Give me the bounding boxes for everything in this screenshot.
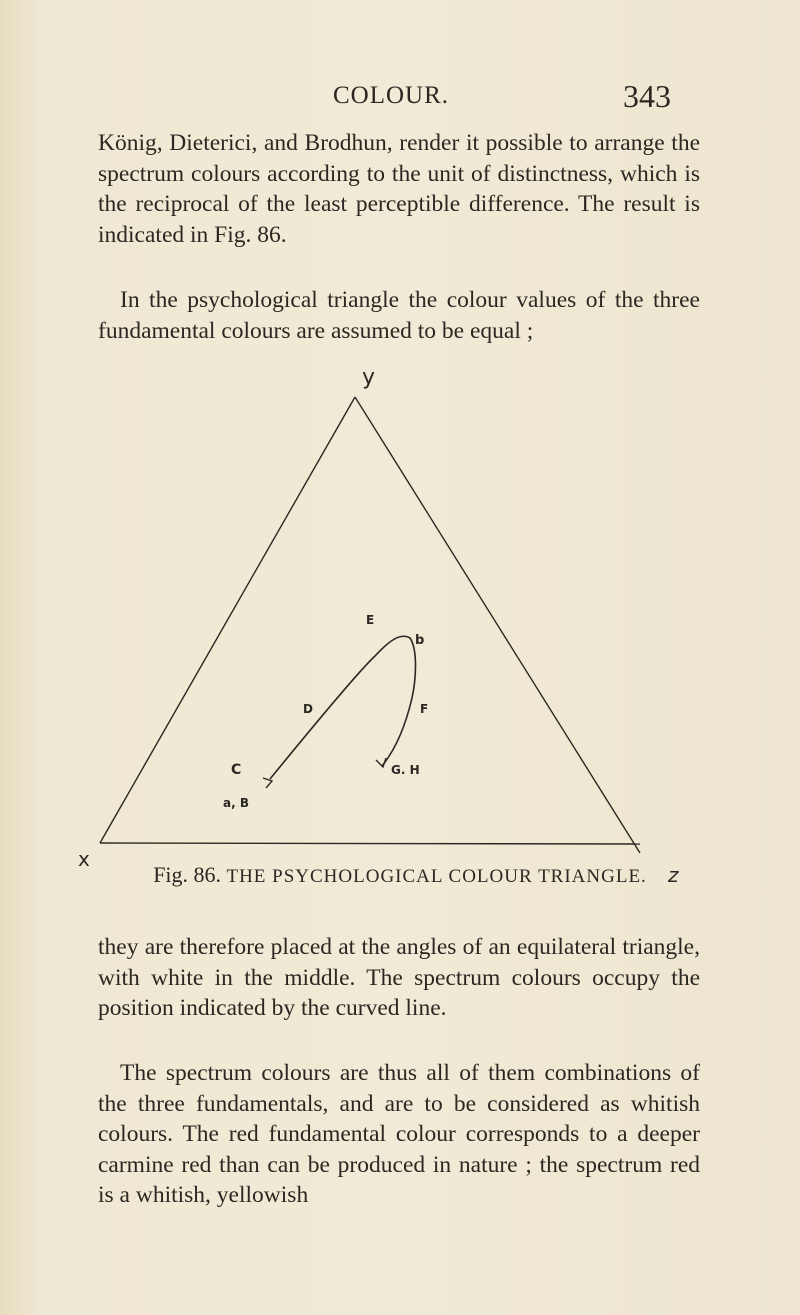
curve-label-b: b [415, 633, 425, 648]
vertex-label-z: z [668, 863, 679, 887]
triangle-right-side [355, 397, 640, 853]
triangle-left-side [100, 397, 355, 843]
spectrum-curve [270, 636, 416, 779]
curve-label-e: E [366, 613, 375, 627]
vertex-label-x: x [78, 847, 90, 871]
vertex-label-y: y [362, 365, 376, 390]
paragraph-4: The spectrum colours are thus all of them combinations of the three fundamentals, and are to be considered as whitish colours. The red fundamental colour corresponds to a deeper carmine red than can be produced in nature ; the spectrum red is a whitish, yellowish [98, 1060, 700, 1208]
curve-label-c: C [231, 762, 242, 778]
paragraph-2: In the psychological triangle the colour values of the three fundamental colours are assumed to be equal ; [98, 287, 700, 344]
running-head [0, 76, 800, 116]
spectrum-start-arrow [263, 778, 272, 788]
page-number: 343 [623, 78, 671, 114]
paragraph-1: König, Dieterici, and Brodhun, render it possible to arrange the spectrum colours according to the unit of distinctness, which is the reciprocal of the least perceptible difference. The result is indicated in Fig. 86. [98, 130, 700, 248]
curve-label-d: D [303, 702, 313, 716]
curve-label-f: F [420, 702, 429, 716]
running-title: COLOUR. [333, 82, 450, 109]
curve-label-gh: G. H [391, 763, 420, 777]
triangle-base [100, 843, 640, 844]
figure-number: Fig. 86. [153, 862, 222, 887]
curve-label-ab: a, B [223, 796, 249, 810]
figure-caption [0, 862, 800, 888]
figure-caption-text: THE PSYCHOLOGICAL COLOUR TRIANGLE. [226, 866, 647, 887]
paragraph-3: they are therefore placed at the angles of an equilateral triangle, with white in the middle. The spectrum colours occupy the position indicated by the curved line. [98, 934, 700, 1021]
spectrum-end-arrow [376, 758, 386, 767]
